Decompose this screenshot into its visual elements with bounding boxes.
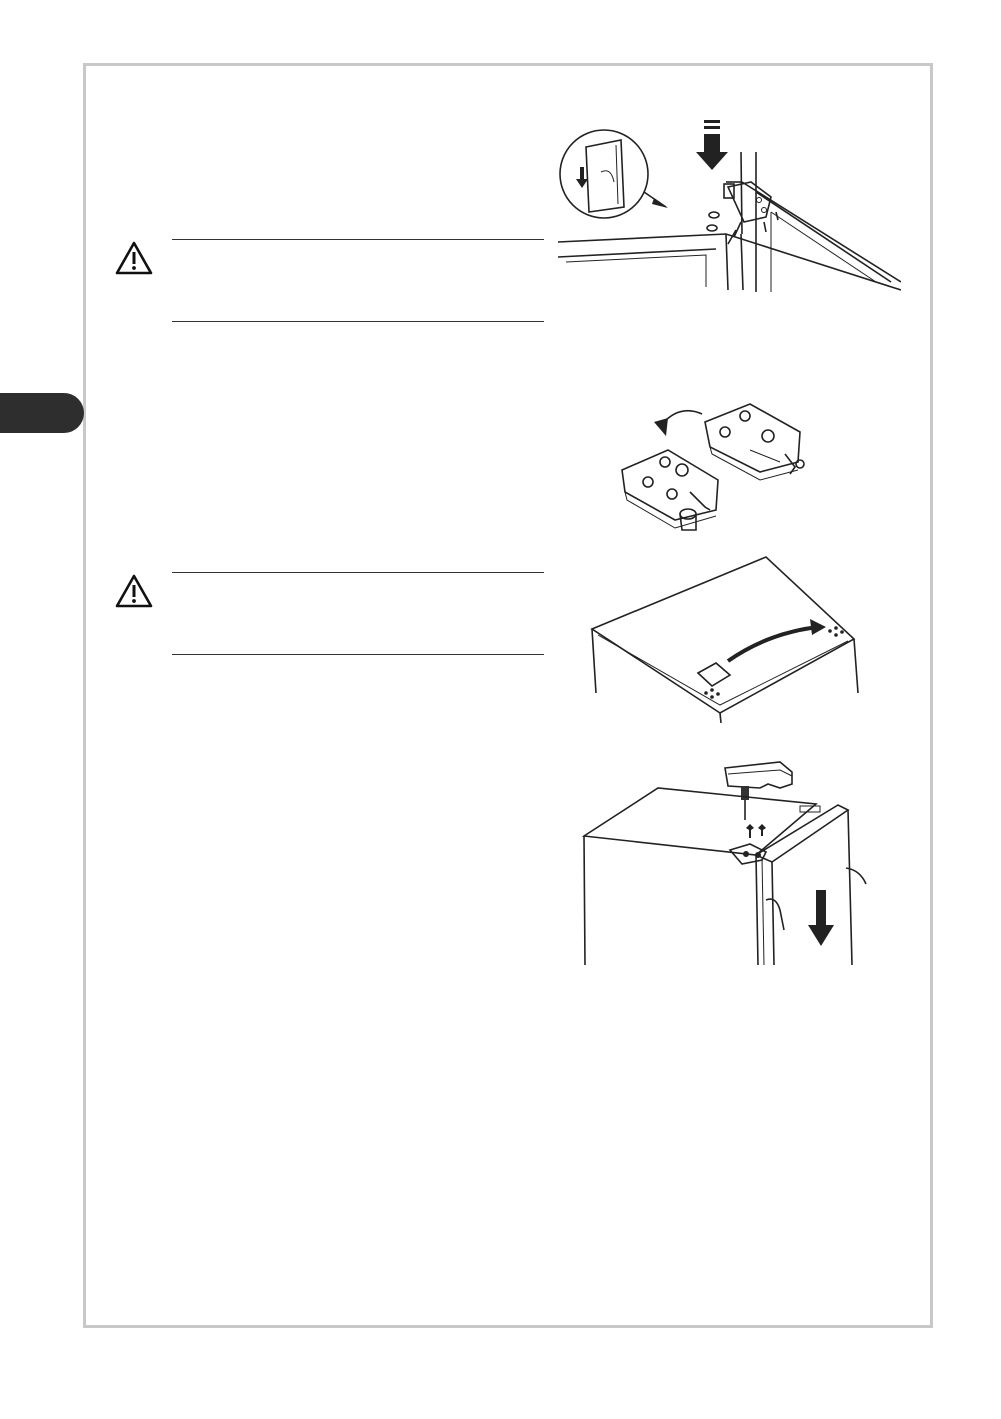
cabinet-top-cover-move-figure [588, 553, 863, 723]
warning-rule-bottom [172, 654, 544, 655]
door-lowering-figure [580, 760, 875, 965]
warning-rule-top [172, 239, 544, 240]
warning-triangle-icon [114, 573, 154, 609]
hinge-plates-swap-figure [610, 392, 825, 542]
section-tab [0, 393, 84, 433]
warning-rule-top [172, 572, 544, 573]
upper-hinge-detail-figure [556, 112, 901, 292]
warning-rule-bottom [172, 321, 544, 322]
warning-triangle-icon [114, 240, 154, 276]
